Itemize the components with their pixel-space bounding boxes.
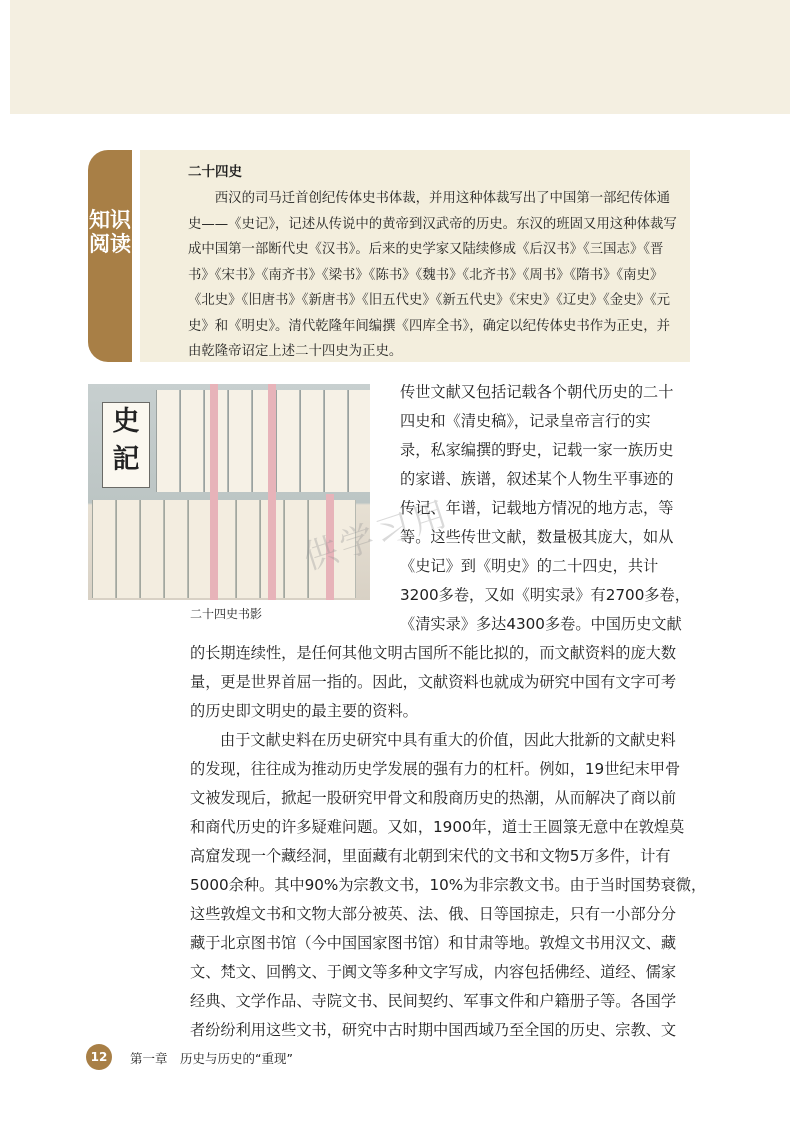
watermark: 供学习用 — [298, 493, 456, 579]
body-line: 和商代历史的许多疑难问题。又如，1900年，道士王圆箓无意中在敦煌莫 — [190, 818, 685, 836]
body-line: 传记、年谱，记载地方情况的地方志，等 — [400, 499, 674, 517]
body-line: 这些敦煌文书和文物大部分被英、法、俄、日等国掠走，只有一小部分分 — [190, 905, 676, 923]
body-line: 者纷纷利用这些文书，研究中古时期中国西域乃至全国的历史、宗教、文 — [190, 1021, 676, 1039]
tab-label-line-2: 阅读 — [89, 232, 131, 256]
body-line: 量，更是世界首屈一指的。因此，文献资料也就成为研究中国有文字可考 — [190, 673, 676, 691]
knowledge-box-text: 西汉的司马迁首创纪传体史书体裁，并用这种体裁写出了中国第一部纪传体通史——《史记》，记述从传说中的黄帝到汉武帝的历史。东汉的班固又用这种体裁写成中国第一部断代史《汉书》。后来的史学家又陆续修成《后汉书》《三国志》《晋书》《宋书》《南齐书》《梁书》《陈书》《魏书》《北齐书》《周书》《隋书》《南史》《北史》《旧唐书》《新唐书》《旧五代史》《新五代史》《宋史》《辽史》《金史》《元史》和《明史》。清代乾隆年间编撰《四库全书》，确定以纪传体史书作为正史，并由乾隆帝诏定上述二十四史为正史。 — [188, 191, 677, 359]
body-line: 的家谱、族谱，叙述某个人物生平事迹的 — [400, 470, 674, 488]
book-label-char-1: 史 — [112, 406, 140, 437]
body-line: 5000余种。其中90%为宗教文书，10%为非宗教文书。由于当时国势衰微， — [190, 876, 707, 894]
photo-caption: 二十四史书影 — [190, 607, 263, 621]
book-label-char-2: 記 — [112, 444, 140, 475]
book-label — [102, 402, 150, 488]
body-line: 录，私家编撰的野史，记载一家一族历史 — [400, 441, 674, 459]
body-line: 《清实录》多达4300多卷。中国历史文献 — [400, 615, 682, 633]
body-line: 的历史即文明史的最主要的资料。 — [190, 702, 418, 720]
knowledge-reading-tab-label — [88, 208, 132, 256]
top-decorative-band — [10, 0, 790, 114]
body-line: 3200多卷，又如《明实录》有2700多卷， — [400, 586, 690, 604]
body-line: 文被发现后，掀起一股研究甲骨文和殷商历史的热潮，从而解决了商以前 — [190, 789, 676, 807]
page-number: 12 — [86, 1044, 112, 1070]
chapter-title: 第一章 历史与历史的“重现” — [130, 1051, 293, 1066]
body-line: 传世文献又包括记载各个朝代历史的二十 — [400, 383, 674, 401]
body-line: 文、梵文、回鹘文、于阗文等多种文字写成，内容包括佛经、道经、儒家 — [190, 963, 676, 981]
body-line: 的发现，往往成为推动历史学发展的强有力的杠杆。例如，19世纪末甲骨 — [190, 760, 681, 778]
body-line: 的长期连续性，是任何其他文明古国所不能比拟的，而文献资料的庞大数 — [190, 644, 676, 662]
body-line: 《史记》到《明史》的二十四史，共计 — [400, 557, 659, 575]
body-line: 四史和《清史稿》，记录皇帝言行的实 — [400, 412, 651, 430]
knowledge-box — [140, 150, 690, 362]
body-line: 经典、文学作品、寺院文书、民间契约、军事文件和户籍册子等。各国学 — [190, 992, 676, 1010]
body-line: 由于文献史料在历史研究中具有重大的价值，因此大批新的文献史料 — [220, 731, 676, 749]
body-line: 等。这些传世文献，数量极其庞大，如从 — [400, 528, 674, 546]
knowledge-box-title: 二十四史 — [188, 164, 242, 180]
knowledge-reading-tab — [88, 150, 132, 362]
tab-label-line-1: 知识 — [89, 208, 131, 232]
body-line: 高窟发现一个藏经洞，里面藏有北朝到宋代的文书和文物5万多件，计有 — [190, 847, 671, 865]
body-line: 藏于北京图书馆（今中国国家图书馆）和甘肃等地。敦煌文书用汉文、藏 — [190, 934, 676, 952]
